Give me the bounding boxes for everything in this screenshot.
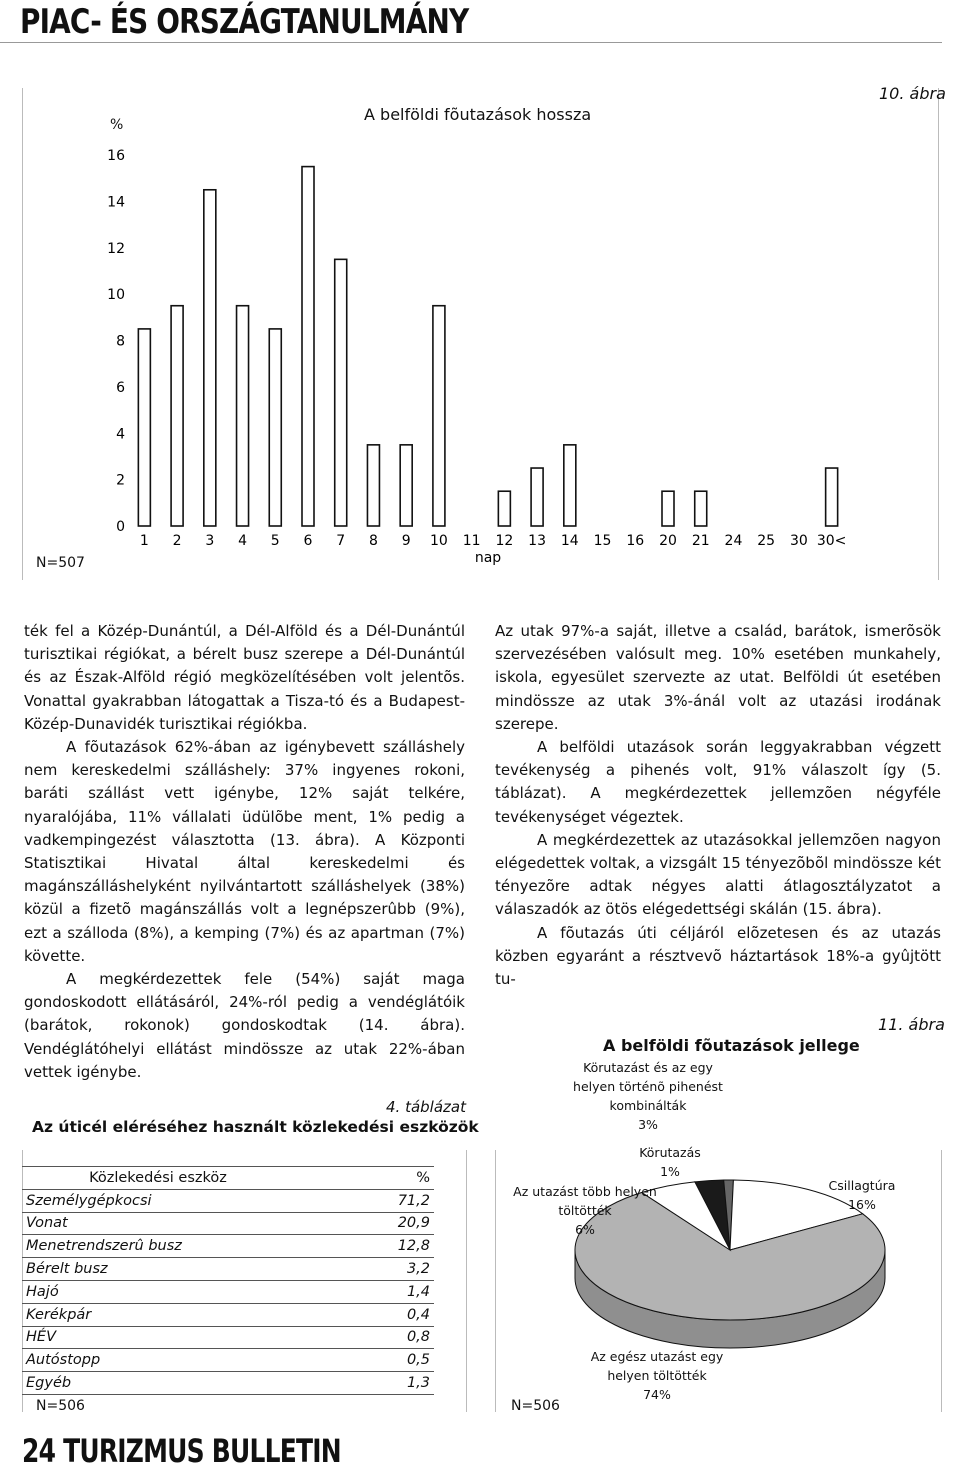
table-row: [22, 1303, 434, 1326]
pie-label-multiple-places: Az utazást több helyen töltötték 6%: [513, 1184, 657, 1237]
y-tick-label: 2: [116, 472, 125, 489]
x-tick-label: 5: [270, 533, 280, 549]
bar-1: [138, 329, 150, 526]
pie-chart-title: A belföldi fõutazások jellege: [603, 1036, 860, 1055]
y-tick-label: 10: [107, 287, 125, 304]
y-tick-label: 16: [107, 148, 125, 164]
chart-y-unit-label: %: [110, 117, 124, 133]
row-value: 1,4: [294, 1280, 434, 1303]
left-paragraph-2: A fõutazások 62%-ában az igénybevett szálláshely nem kereskedelmi szálláshely: 37% ingyenes rokoni, baráti szállást vett igénybe, 12% saját telkére, nyaralójába, 11% vállalati üdülõbe ment, 1% pedig a vadkempingezést választotta (13. ábra). A Központi Statisztikai Hivatal által kereskedelmi és magánszálláshelyként nyilvántartott szálláshelyek (38%) közül a fizetõ magánszállás volt a legnépszerûbb (9%), ezt a szálloda (8%), a kemping (7%) és az apartman (7%) követte.: [24, 738, 465, 965]
x-tick-label: 8: [368, 533, 378, 549]
x-tick-label: 11: [462, 533, 481, 549]
left-column-text: [24, 620, 465, 1084]
table-row: [22, 1212, 434, 1235]
row-value: 1,3: [294, 1372, 434, 1395]
y-tick-label: 6: [116, 379, 125, 396]
row-value: 0,8: [294, 1326, 434, 1349]
table-header-row: [22, 1167, 434, 1190]
bar-9: [400, 445, 412, 526]
x-tick-label: 2: [172, 533, 182, 549]
table-row: [22, 1258, 434, 1281]
transport-table: [22, 1166, 434, 1395]
y-tick-label: 4: [116, 426, 125, 443]
x-tick-label: 20: [659, 533, 677, 549]
row-name: Kerékpár: [22, 1303, 294, 1326]
x-tick-label: 15: [593, 533, 612, 549]
row-name: Bérelt busz: [22, 1258, 294, 1281]
pie-frame-right: [941, 1150, 942, 1412]
row-value: 3,2: [294, 1258, 434, 1281]
x-tick-label: 13: [528, 533, 547, 549]
row-name: Vonat: [22, 1212, 294, 1235]
bar-8: [367, 445, 379, 526]
bar-6: [302, 167, 314, 526]
chart-x-axis-label: nap: [474, 550, 502, 566]
table-row: [22, 1235, 434, 1258]
row-name: Autóstopp: [22, 1349, 294, 1372]
x-tick-label: 3: [205, 533, 215, 549]
table-row: [22, 1280, 434, 1303]
right-column-text: [495, 620, 941, 991]
bar-21: [695, 491, 707, 526]
bar-4: [237, 306, 249, 526]
chart-title: A belföldi fõutazások hossza: [364, 105, 592, 124]
left-paragraph-1: ték fel a Közép-Dunántúl, a Dél-Alföld és a Dél-Dunántúl turisztikai régiókat, a bérelt busz szerepe a Dél-Dunántúl és az Észak-Alföld régió megközelítésében volt jelentõs. Vonattal gyakrabban látogattak a Tisza-tó és a Budapest-Közép-Dunavidék turisztikai régiókba.: [24, 622, 465, 733]
y-tick-label: 14: [107, 194, 125, 211]
row-name: Menetrendszerû busz: [22, 1235, 294, 1258]
table-title: Az úticél eléréséhez használt közlekedési eszközök: [32, 1118, 479, 1136]
row-name: Egyéb: [22, 1372, 294, 1395]
x-tick-label: 21: [691, 533, 710, 549]
bar-12: [498, 491, 510, 526]
bar-5: [269, 329, 281, 526]
row-value: 12,8: [294, 1235, 434, 1258]
x-tick-label: 12: [495, 533, 514, 549]
x-tick-label: 4: [238, 533, 248, 549]
table-row: [22, 1349, 434, 1372]
chart-sample-size: N=507: [36, 555, 85, 571]
x-tick-label: 16: [626, 533, 645, 549]
row-name: Hajó: [22, 1280, 294, 1303]
table-row: [22, 1372, 434, 1395]
row-value: 20,9: [294, 1212, 434, 1235]
y-tick-label: 0: [116, 519, 125, 535]
figure-number: 10. ábra: [879, 84, 946, 103]
pie-label-round-trip: Körutazás 1%: [639, 1145, 701, 1179]
bar-chart: [0, 0, 960, 600]
x-tick-label: 1: [139, 533, 149, 549]
bar-14: [564, 445, 576, 526]
table-number: 4. táblázat: [386, 1098, 466, 1116]
x-tick-label: 6: [303, 533, 313, 549]
bar-30<: [826, 468, 838, 526]
pie-label-star-tour: Csillagtúra 16%: [828, 1178, 896, 1212]
y-tick-label: 8: [116, 333, 125, 350]
table-sample-size: N=506: [36, 1398, 85, 1414]
y-tick-label: 12: [107, 240, 125, 257]
page-header-title: PIAC- ÉS ORSZÁGTANULMÁNY: [20, 2, 469, 42]
x-tick-label: 10: [429, 533, 448, 549]
table-header-name: Közlekedési eszköz: [22, 1167, 294, 1190]
bar-10: [433, 306, 445, 526]
bar-20: [662, 491, 674, 526]
right-paragraph-3: A megkérdezettek az utazásokkal jellemzõen nagyon elégedettek voltak, a vizsgált 15 tényezõbõl mindössze két tényezõre adtak négyes alatti átlagosztályzatot a válaszadók az ötös elégedettségi skálán (15. ábra).: [495, 830, 941, 919]
x-tick-label: 25: [757, 533, 776, 549]
right-paragraph-1: Az utak 97%-a saját, illetve a család, barátok, ismerõsök szervezésében valósult meg. 10% esetében munkahely, iskola, egyesület szervezte az utat. Belföldi út esetében mindössze az utak 3%-ánál volt az utazási irodának szerepe.: [495, 622, 941, 733]
bar-3: [204, 190, 216, 526]
x-tick-label: 30<: [816, 533, 847, 549]
x-tick-label: 24: [724, 533, 743, 549]
table-row: [22, 1189, 434, 1212]
x-tick-label: 14: [560, 533, 579, 549]
row-name: HÉV: [22, 1326, 294, 1349]
row-value: 71,2: [294, 1189, 434, 1212]
row-value: 0,5: [294, 1349, 434, 1372]
pie-label-single-place: Az egész utazást egy helyen töltötték 74%: [590, 1349, 724, 1402]
left-paragraph-3: A megkérdezettek fele (54%) saját maga gondoskodott ellátásáról, 24%-ról pedig a vendéglátóik (barátok, rokonok) gondoskodtak (14. ábra). Vendéglátóhelyi ellátást mindössze az utak 22%-ában vettek igénybe.: [24, 970, 465, 1081]
right-paragraph-4: A fõutazás úti céljáról elõzetesen és az utazás közben egyaránt a résztvevõ háztartások 18%-a gyûjtött tu-: [495, 923, 941, 989]
page-footer-title: 24 TURIZMUS BULLETIN: [22, 1432, 341, 1470]
pie-figure-number: 11. ábra: [878, 1015, 945, 1034]
bar-2: [171, 306, 183, 526]
table-frame-right: [466, 1150, 467, 1412]
pie-sample-size: N=506: [511, 1398, 560, 1414]
table-row: [22, 1326, 434, 1349]
row-value: 0,4: [294, 1303, 434, 1326]
x-tick-label: 7: [336, 533, 346, 549]
x-tick-label: 9: [401, 533, 411, 549]
bar-13: [531, 468, 543, 526]
right-paragraph-2: A belföldi utazások során leggyakrabban végzett tevékenység a pihenés volt, 91% válaszolt így (5. táblázat). A megkérdezettek jellemzõen négyféle tevékenységet végeztek.: [495, 738, 941, 826]
bar-7: [335, 259, 347, 526]
pie-label-combined: Körutazást és az egy helyen történõ pihenést kombinálták 3%: [573, 1060, 723, 1132]
table-header-value: %: [294, 1167, 434, 1190]
x-tick-label: 30: [789, 533, 808, 549]
row-name: Személygépkocsi: [22, 1189, 294, 1212]
